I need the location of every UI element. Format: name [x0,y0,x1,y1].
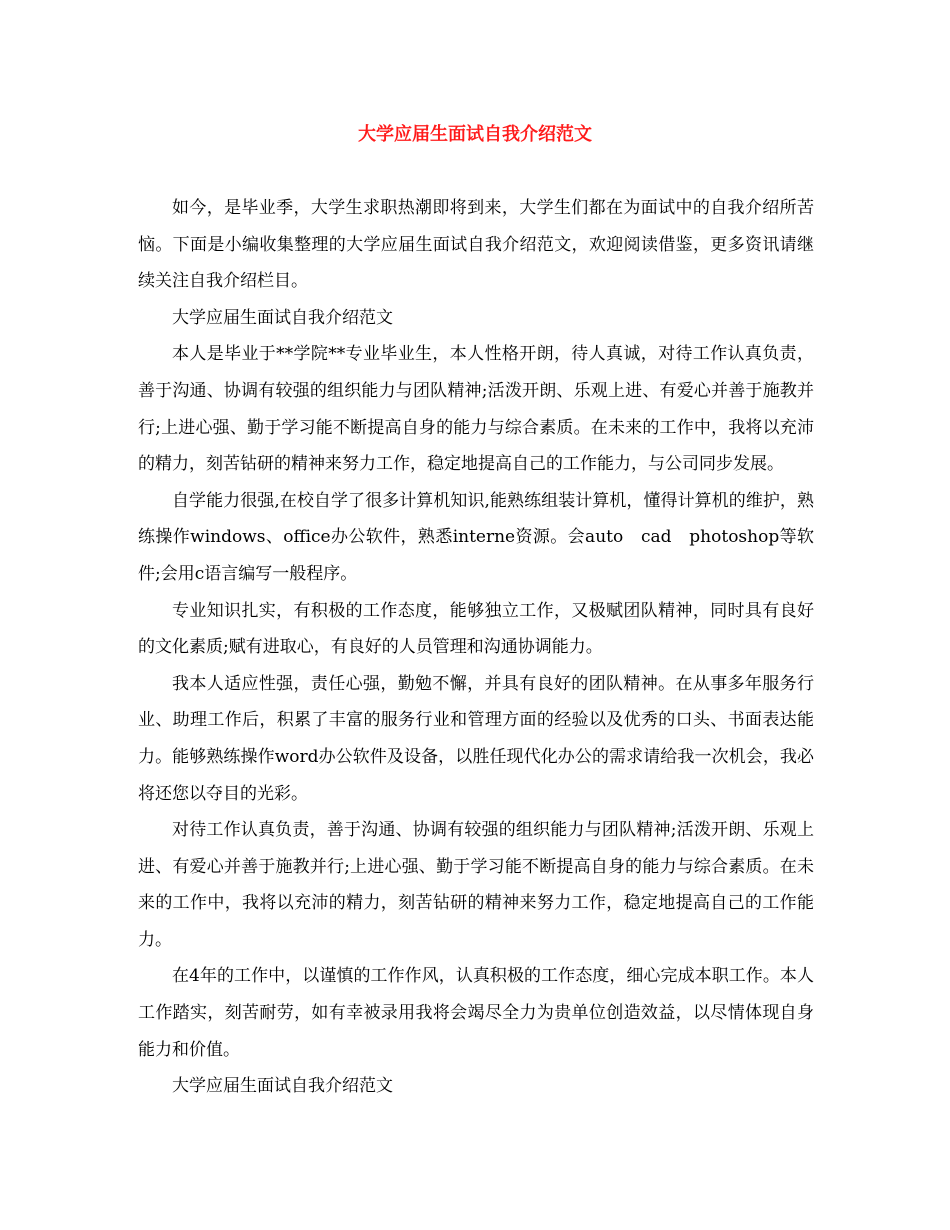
paragraph: 对待工作认真负责，善于沟通、协调有较强的组织能力与团队精神;活泼开朗、乐观上进、有爱心并善于施教并行;上进心强、勤于学习能不断提高自身的能力与综合素质。在未来的工作中，我将以充沛的精力，刻苦钻研的精神来努力工作，稳定地提高自己的工作能力。 [138,820,814,950]
paragraph-intro: 如今，是毕业季，大学生求职热潮即将到来，大学生们都在为面试中的自我介绍所苦恼。下面是小编收集整理的大学应届生面试自我介绍范文，欢迎阅读借鉴，更多资讯请继续关注自我介绍栏目。 [138,198,814,292]
paragraph: 我本人适应性强，责任心强，勤勉不懈，并具有良好的团队精神。在从事多年服务行业、助理工作后，积累了丰富的服务行业和管理方面的经验以及优秀的口头、书面表达能力。能够熟练操作word办公软件及设备，以胜任现代化办公的需求请给我一次机会，我必将还您以夺目的光彩。 [138,673,814,804]
document-body [138,190,814,1105]
paragraph-section-heading: 大学应届生面试自我介绍范文 [172,307,393,328]
paragraph: 专业知识扎实，有积极的工作态度，能够独立工作，又极赋团队精神，同时具有良好的文化素质;赋有进取心，有良好的人员管理和沟通协调能力。 [138,600,814,658]
paragraph: 本人是毕业于**学院**专业毕业生，本人性格开朗，待人真诚，对待工作认真负责，善于沟通、协调有较强的组织能力与团队精神;活泼开朗、乐观上进、有爱心并善于施教并行;上进心强、勤于学习能不断提高自身的能力与综合素质。在未来的工作中，我将以充沛的精力，刻苦钻研的精神来努力工作，稳定地提高自己的工作能力，与公司同步发展。 [138,344,814,475]
document-title: 大学应届生面试自我介绍范文 [358,124,592,145]
paragraph: 在4年的工作中，以谨慎的工作作风，认真积极的工作态度，细心完成本职工作。本人工作踏实，刻苦耐劳，如有幸被录用我将会竭尽全力为贵单位创造效益，以尽情体现自身能力和价值。 [138,966,814,1060]
paragraph-section-heading: 大学应届生面试自我介绍范文 [172,1076,393,1097]
paragraph: 自学能力很强,在校自学了很多计算机知识,能熟练组装计算机，懂得计算机的维护，熟练操作windows、office办公软件，熟悉interne资源。会auto cad photoshop等软件;会用c语言编写一般程序。 [138,490,814,584]
